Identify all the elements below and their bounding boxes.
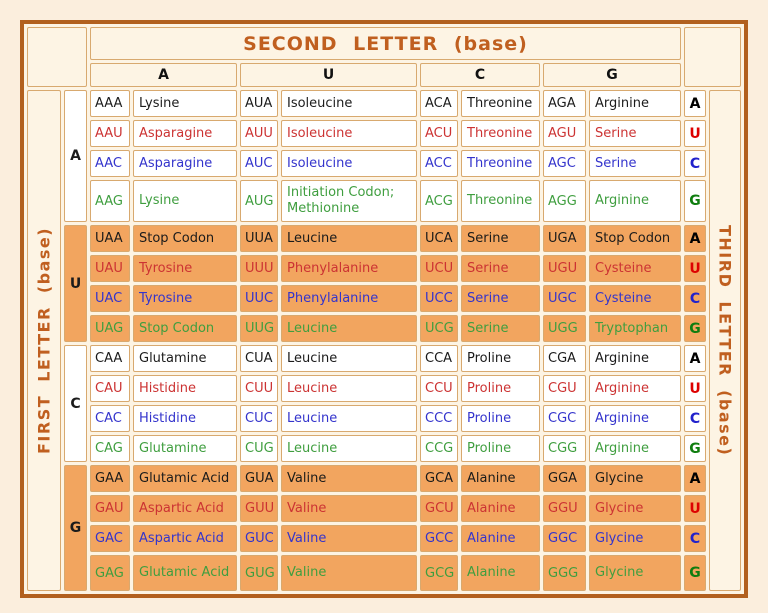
codon-cell-ACG: ACG bbox=[420, 180, 458, 222]
top-right-corner-cell bbox=[684, 27, 741, 87]
second-letter-title: SECOND LETTER (base) bbox=[90, 27, 681, 60]
amino-cell-UGU: Cysteine bbox=[589, 255, 681, 282]
amino-cell-CUU: Leucine bbox=[281, 375, 417, 402]
codon-cell-GGG: GGG bbox=[543, 555, 586, 591]
codon-cell-UGC: UGC bbox=[543, 285, 586, 312]
column-header-A: A bbox=[90, 63, 237, 87]
amino-cell-AAC: Asparagine bbox=[133, 150, 237, 177]
amino-cell-ACG: Threonine bbox=[461, 180, 540, 222]
amino-cell-CCA: Proline bbox=[461, 345, 540, 372]
amino-cell-GAA: Glutamic Acid bbox=[133, 465, 237, 492]
codon-cell-UUC: UUC bbox=[240, 285, 278, 312]
amino-cell-UGA: Stop Codon bbox=[589, 225, 681, 252]
amino-cell-GCU: Alanine bbox=[461, 495, 540, 522]
amino-cell-CAG: Glutamine bbox=[133, 435, 237, 462]
amino-cell-UUA: Leucine bbox=[281, 225, 417, 252]
codon-cell-GAA: GAA bbox=[90, 465, 130, 492]
codon-cell-GAC: GAC bbox=[90, 525, 130, 552]
column-header-G: G bbox=[543, 63, 681, 87]
amino-cell-CUA: Leucine bbox=[281, 345, 417, 372]
codon-cell-AAU: AAU bbox=[90, 120, 130, 147]
column-header-U: U bbox=[240, 63, 417, 87]
top-left-corner-cell bbox=[27, 27, 87, 87]
amino-cell-CAC: Histidine bbox=[133, 405, 237, 432]
codon-cell-CUC: CUC bbox=[240, 405, 278, 432]
codon-cell-CUA: CUA bbox=[240, 345, 278, 372]
codon-cell-AGG: AGG bbox=[543, 180, 586, 222]
amino-cell-GAG: Glutamic Acid bbox=[133, 555, 237, 591]
codon-cell-GGC: GGC bbox=[543, 525, 586, 552]
third-letter-UC: C bbox=[684, 285, 706, 312]
codon-cell-CGC: CGC bbox=[543, 405, 586, 432]
codon-cell-CCU: CCU bbox=[420, 375, 458, 402]
codon-cell-GAG: GAG bbox=[90, 555, 130, 591]
codon-cell-UCA: UCA bbox=[420, 225, 458, 252]
codon-cell-CCA: CCA bbox=[420, 345, 458, 372]
codon-cell-AUA: AUA bbox=[240, 90, 278, 117]
codon-cell-AAA: AAA bbox=[90, 90, 130, 117]
codon-cell-CGU: CGU bbox=[543, 375, 586, 402]
codon-cell-UAA: UAA bbox=[90, 225, 130, 252]
amino-cell-CUC: Leucine bbox=[281, 405, 417, 432]
amino-cell-AGU: Serine bbox=[589, 120, 681, 147]
codon-cell-GAU: GAU bbox=[90, 495, 130, 522]
codon-cell-CAC: CAC bbox=[90, 405, 130, 432]
codon-cell-UGG: UGG bbox=[543, 315, 586, 342]
amino-cell-GAU: Aspartic Acid bbox=[133, 495, 237, 522]
amino-cell-GGA: Glycine bbox=[589, 465, 681, 492]
third-letter-AG: G bbox=[684, 180, 706, 222]
amino-cell-AAA: Lysine bbox=[133, 90, 237, 117]
codon-cell-GCU: GCU bbox=[420, 495, 458, 522]
amino-cell-AAU: Asparagine bbox=[133, 120, 237, 147]
third-letter-AA: A bbox=[684, 90, 706, 117]
codon-cell-UGA: UGA bbox=[543, 225, 586, 252]
third-letter-UA: A bbox=[684, 225, 706, 252]
amino-cell-GAC: Aspartic Acid bbox=[133, 525, 237, 552]
codon-cell-GGA: GGA bbox=[543, 465, 586, 492]
amino-cell-ACU: Threonine bbox=[461, 120, 540, 147]
codon-cell-UAU: UAU bbox=[90, 255, 130, 282]
codon-cell-CGG: CGG bbox=[543, 435, 586, 462]
amino-cell-UAU: Tyrosine bbox=[133, 255, 237, 282]
amino-cell-AUC: Isoleucine bbox=[281, 150, 417, 177]
amino-cell-GUC: Valine bbox=[281, 525, 417, 552]
first-letter-U: U bbox=[64, 225, 87, 342]
codon-cell-AGC: AGC bbox=[543, 150, 586, 177]
codon-cell-GUU: GUU bbox=[240, 495, 278, 522]
codon-table bbox=[20, 20, 748, 598]
amino-cell-CCG: Proline bbox=[461, 435, 540, 462]
amino-cell-AUU: Isoleucine bbox=[281, 120, 417, 147]
codon-cell-UUG: UUG bbox=[240, 315, 278, 342]
third-letter-GA: A bbox=[684, 465, 706, 492]
column-header-C: C bbox=[420, 63, 540, 87]
third-letter-UU: U bbox=[684, 255, 706, 282]
third-letter-UG: G bbox=[684, 315, 706, 342]
amino-cell-AGC: Serine bbox=[589, 150, 681, 177]
amino-cell-GUG: Valine bbox=[281, 555, 417, 591]
amino-cell-CGA: Arginine bbox=[589, 345, 681, 372]
amino-cell-UCA: Serine bbox=[461, 225, 540, 252]
codon-cell-UCC: UCC bbox=[420, 285, 458, 312]
amino-cell-UAA: Stop Codon bbox=[133, 225, 237, 252]
codon-cell-UUA: UUA bbox=[240, 225, 278, 252]
amino-cell-UGG: Tryptophan bbox=[589, 315, 681, 342]
third-letter-AU: U bbox=[684, 120, 706, 147]
third-letter-axis-label: THIRD LETTER (base) bbox=[709, 90, 741, 591]
amino-cell-UCG: Serine bbox=[461, 315, 540, 342]
amino-cell-UUG: Leucine bbox=[281, 315, 417, 342]
codon-cell-UCU: UCU bbox=[420, 255, 458, 282]
amino-cell-CCC: Proline bbox=[461, 405, 540, 432]
amino-cell-AUA: Isoleucine bbox=[281, 90, 417, 117]
codon-cell-UGU: UGU bbox=[543, 255, 586, 282]
codon-cell-GUA: GUA bbox=[240, 465, 278, 492]
codon-cell-AUC: AUC bbox=[240, 150, 278, 177]
codon-cell-CCC: CCC bbox=[420, 405, 458, 432]
codon-cell-AAG: AAG bbox=[90, 180, 130, 222]
amino-cell-UAG: Stop Codon bbox=[133, 315, 237, 342]
codon-cell-CCG: CCG bbox=[420, 435, 458, 462]
first-letter-A: A bbox=[64, 90, 87, 222]
codon-cell-AUG: AUG bbox=[240, 180, 278, 222]
amino-cell-UAC: Tyrosine bbox=[133, 285, 237, 312]
amino-cell-CAU: Histidine bbox=[133, 375, 237, 402]
amino-cell-AAG: Lysine bbox=[133, 180, 237, 222]
codon-cell-AGU: AGU bbox=[543, 120, 586, 147]
amino-cell-UCC: Serine bbox=[461, 285, 540, 312]
amino-cell-GUA: Valine bbox=[281, 465, 417, 492]
codon-cell-ACU: ACU bbox=[420, 120, 458, 147]
codon-cell-GGU: GGU bbox=[543, 495, 586, 522]
first-letter-axis-label: FIRST LETTER (base) bbox=[27, 90, 61, 591]
amino-cell-GGC: Glycine bbox=[589, 525, 681, 552]
codon-cell-UAC: UAC bbox=[90, 285, 130, 312]
amino-cell-UUU: Phenylalanine bbox=[281, 255, 417, 282]
third-letter-CU: U bbox=[684, 375, 706, 402]
codon-cell-UAG: UAG bbox=[90, 315, 130, 342]
amino-cell-CGG: Arginine bbox=[589, 435, 681, 462]
first-letter-G: G bbox=[64, 465, 87, 591]
third-letter-AC: C bbox=[684, 150, 706, 177]
amino-cell-ACC: Threonine bbox=[461, 150, 540, 177]
amino-cell-CGU: Arginine bbox=[589, 375, 681, 402]
codon-cell-AUU: AUU bbox=[240, 120, 278, 147]
amino-cell-CGC: Arginine bbox=[589, 405, 681, 432]
codon-cell-GCC: GCC bbox=[420, 525, 458, 552]
codon-cell-CUU: CUU bbox=[240, 375, 278, 402]
amino-cell-AGA: Arginine bbox=[589, 90, 681, 117]
codon-cell-GUC: GUC bbox=[240, 525, 278, 552]
codon-cell-CAU: CAU bbox=[90, 375, 130, 402]
amino-cell-ACA: Threonine bbox=[461, 90, 540, 117]
amino-cell-GCA: Alanine bbox=[461, 465, 540, 492]
codon-cell-AAC: AAC bbox=[90, 150, 130, 177]
amino-cell-UCU: Serine bbox=[461, 255, 540, 282]
amino-cell-GGG: Glycine bbox=[589, 555, 681, 591]
third-letter-CA: A bbox=[684, 345, 706, 372]
codon-cell-CGA: CGA bbox=[543, 345, 586, 372]
amino-cell-GGU: Glycine bbox=[589, 495, 681, 522]
codon-cell-UCG: UCG bbox=[420, 315, 458, 342]
amino-cell-CAA: Glutamine bbox=[133, 345, 237, 372]
codon-cell-GUG: GUG bbox=[240, 555, 278, 591]
codon-cell-CAA: CAA bbox=[90, 345, 130, 372]
third-letter-GG: G bbox=[684, 555, 706, 591]
codon-cell-GCA: GCA bbox=[420, 465, 458, 492]
codon-cell-ACA: ACA bbox=[420, 90, 458, 117]
third-letter-GC: C bbox=[684, 525, 706, 552]
codon-cell-GCG: GCG bbox=[420, 555, 458, 591]
amino-cell-GUU: Valine bbox=[281, 495, 417, 522]
codon-cell-CAG: CAG bbox=[90, 435, 130, 462]
amino-cell-UGC: Cysteine bbox=[589, 285, 681, 312]
amino-cell-AGG: Arginine bbox=[589, 180, 681, 222]
amino-cell-GCG: Alanine bbox=[461, 555, 540, 591]
amino-cell-UUC: Phenylalanine bbox=[281, 285, 417, 312]
codon-cell-UUU: UUU bbox=[240, 255, 278, 282]
amino-cell-CUG: Leucine bbox=[281, 435, 417, 462]
codon-cell-AGA: AGA bbox=[543, 90, 586, 117]
first-letter-C: C bbox=[64, 345, 87, 462]
third-letter-CC: C bbox=[684, 405, 706, 432]
amino-cell-GCC: Alanine bbox=[461, 525, 540, 552]
codon-cell-CUG: CUG bbox=[240, 435, 278, 462]
third-letter-CG: G bbox=[684, 435, 706, 462]
amino-cell-AUG: Initiation Codon; Methionine bbox=[281, 180, 417, 222]
codon-cell-ACC: ACC bbox=[420, 150, 458, 177]
amino-cell-CCU: Proline bbox=[461, 375, 540, 402]
third-letter-GU: U bbox=[684, 495, 706, 522]
